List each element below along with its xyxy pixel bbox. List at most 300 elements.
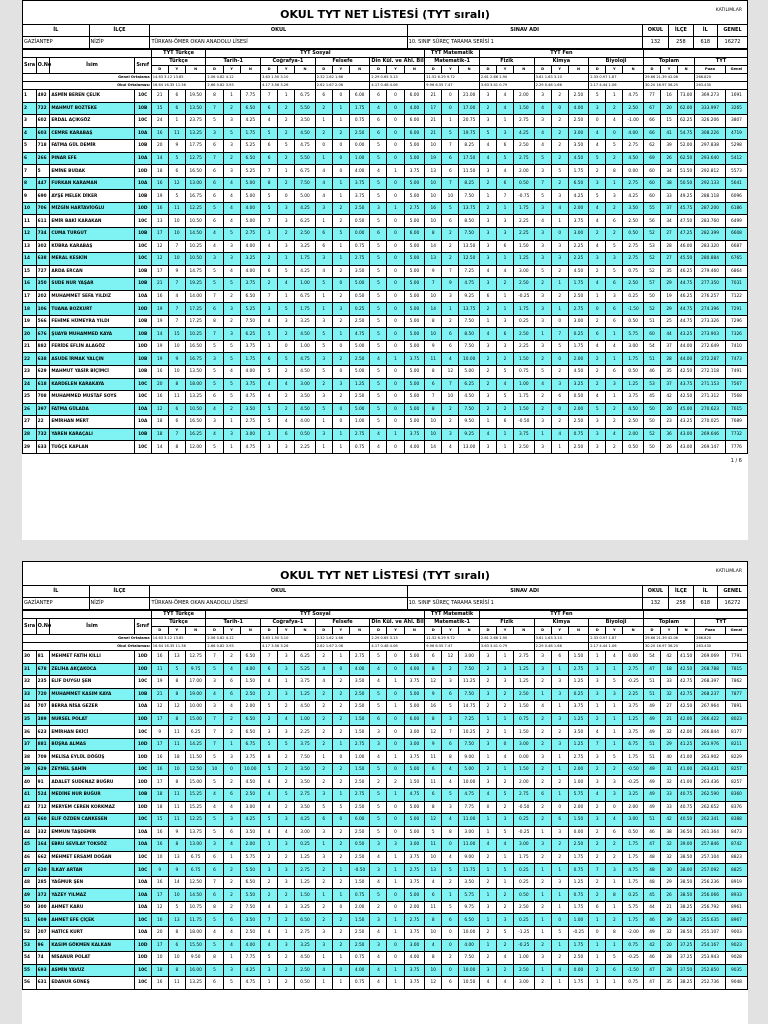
score-cell: 26 xyxy=(661,152,678,165)
score-cell: 6096 xyxy=(725,190,747,203)
score-cell: 0.25 xyxy=(514,876,535,889)
score-cell: 3 xyxy=(278,901,295,914)
score-cell: 7.50 xyxy=(459,315,480,328)
score-cell: 8229 xyxy=(725,751,747,764)
score-cell: 3 xyxy=(278,876,295,889)
score-cell: 0.75 xyxy=(514,366,535,379)
student-name: MERAL KESKİN xyxy=(50,253,134,266)
col-y: Y xyxy=(223,66,240,74)
score-cell: 4.25 xyxy=(240,814,261,827)
score-cell: 5.00 xyxy=(404,278,425,291)
col-n: N xyxy=(459,627,480,635)
score-cell: 3 xyxy=(261,726,278,739)
score-cell: 21 xyxy=(425,90,442,103)
score-cell: 3 xyxy=(534,202,551,215)
score-cell: 3.75 xyxy=(404,876,425,889)
score-cell: 2 xyxy=(315,102,332,115)
score-cell: 33 xyxy=(661,676,678,689)
score-cell: 3 xyxy=(442,713,459,726)
score-cell: 3.25 xyxy=(240,253,261,266)
avg-value: 2.62 1.67 2.06 xyxy=(315,643,370,651)
score-cell: 3 xyxy=(479,215,496,228)
rank: 21 xyxy=(23,340,37,353)
score-cell: 2 xyxy=(589,165,606,178)
score-cell: 2 xyxy=(534,676,551,689)
score-cell: 5 xyxy=(223,228,240,241)
table-row xyxy=(23,315,748,328)
okul-no: 638 xyxy=(36,253,50,266)
score-cell: 8 xyxy=(442,751,459,764)
score-cell: 2.50 xyxy=(514,901,535,914)
col-n: N xyxy=(568,66,589,74)
score-cell: 2 xyxy=(496,901,513,914)
score-cell: 32 xyxy=(661,851,678,864)
score-cell: 1 xyxy=(387,789,404,802)
score-cell: 3.75 xyxy=(568,701,589,714)
score-cell: 3 xyxy=(223,303,240,316)
student-name: HATİCE KURT xyxy=(50,927,134,940)
score-cell: 10 xyxy=(425,290,442,303)
col-d: D xyxy=(534,66,551,74)
score-cell: 4 xyxy=(370,927,387,940)
score-cell: 11 xyxy=(168,814,185,827)
rank: 42 xyxy=(23,801,37,814)
score-cell: 4.00 xyxy=(404,663,425,676)
okul-no: 524 xyxy=(36,789,50,802)
score-cell: 5 xyxy=(442,202,459,215)
score-cell: 5 xyxy=(370,190,387,203)
score-cell: 37 xyxy=(661,340,678,353)
score-cell: 18 xyxy=(168,751,185,764)
class-name: 10A xyxy=(134,127,151,140)
score-cell: 8 xyxy=(261,751,278,764)
col-d: D xyxy=(370,627,387,635)
score-cell: 16.50 xyxy=(185,340,206,353)
col-sinif: Sınıf xyxy=(134,619,151,635)
score-cell: 4 xyxy=(589,127,606,140)
score-cell: 2 xyxy=(551,90,568,103)
table-row xyxy=(23,814,748,827)
student-name: MAHMUT BOZTEKE xyxy=(50,102,134,115)
score-cell: 7 xyxy=(442,265,459,278)
score-cell: 1 xyxy=(315,416,332,429)
score-cell: 2 xyxy=(589,378,606,391)
score-cell: 4 xyxy=(278,826,295,839)
score-cell: 4 xyxy=(261,801,278,814)
score-cell: 1 xyxy=(606,353,623,366)
score-cell: 3 xyxy=(606,864,623,877)
score-cell: 1 xyxy=(534,428,551,441)
score-cell: 0.50 xyxy=(623,441,644,454)
score-cell: 6 xyxy=(442,340,459,353)
score-cell: 60 xyxy=(643,165,660,178)
score-cell: 3.75 xyxy=(295,676,316,689)
score-cell: 0.25 xyxy=(568,688,589,701)
score-cell: 2.00 xyxy=(349,901,370,914)
score-cell: 5.00 xyxy=(404,391,425,404)
score-cell: 6 xyxy=(479,290,496,303)
score-cell: 1 xyxy=(332,328,349,341)
score-cell: 3.75 xyxy=(404,165,425,178)
okul-no: 74 xyxy=(36,952,50,965)
score-cell: -0.75 xyxy=(514,190,535,203)
score-cell: 11 xyxy=(168,127,185,140)
score-cell: 2 xyxy=(315,864,332,877)
score-cell: 4 xyxy=(261,378,278,391)
score-cell: 77 xyxy=(643,90,660,103)
score-cell: 4.50 xyxy=(295,403,316,416)
score-cell: 2 xyxy=(551,127,568,140)
score-cell: 7.50 xyxy=(459,688,480,701)
score-cell: 10 xyxy=(425,927,442,940)
score-cell: 1 xyxy=(606,939,623,952)
score-cell: 6.25 xyxy=(240,328,261,341)
score-cell: 3 xyxy=(206,253,223,266)
score-cell: 5.25 xyxy=(295,663,316,676)
score-cell: 1.75 xyxy=(514,851,535,864)
score-cell: 5.00 xyxy=(404,378,425,391)
score-cell: 5 xyxy=(606,676,623,689)
score-cell: 8388 xyxy=(725,814,747,827)
score-cell: 3 xyxy=(332,303,349,316)
score-cell: 8 xyxy=(206,952,223,965)
score-cell: 4.00 xyxy=(623,127,644,140)
score-cell: 9.75 xyxy=(185,663,206,676)
okul-no: 603 xyxy=(36,127,50,140)
score-cell: 5.50 xyxy=(295,152,316,165)
score-cell: 1 xyxy=(496,763,513,776)
avg-value: 266.820 xyxy=(695,74,748,82)
score-cell: 2 xyxy=(534,814,551,827)
score-cell: -0.25 xyxy=(568,927,589,940)
class-name: 10B xyxy=(134,278,151,291)
score-cell: 5.00 xyxy=(404,701,425,714)
score-cell: 0 xyxy=(387,688,404,701)
score-cell: 27 xyxy=(661,701,678,714)
score-cell: 1 xyxy=(315,952,332,965)
score-cell: 9.50 xyxy=(185,952,206,965)
score-cell: 40.75 xyxy=(678,801,695,814)
score-cell: 1 xyxy=(387,202,404,215)
score-cell: 5 xyxy=(370,763,387,776)
score-cell: 0 xyxy=(387,190,404,203)
score-cell: 3 xyxy=(206,701,223,714)
score-cell: 1 xyxy=(278,165,295,178)
score-cell: 42 xyxy=(661,391,678,404)
score-cell: 3 xyxy=(589,102,606,115)
rank: 19 xyxy=(23,315,37,328)
score-cell: 255.635 xyxy=(695,914,726,927)
score-cell: 19.25 xyxy=(185,278,206,291)
score-cell: 2.75 xyxy=(349,738,370,751)
score-cell: 5 xyxy=(442,789,459,802)
score-cell: 3.75 xyxy=(404,851,425,864)
score-cell: 6 xyxy=(534,789,551,802)
student-name: BÜŞRA ALMAS xyxy=(50,738,134,751)
class-name: 10A xyxy=(134,152,151,165)
score-cell: 6 xyxy=(589,328,606,341)
score-cell: 45.50 xyxy=(678,253,695,266)
score-cell: 8177 xyxy=(725,726,747,739)
score-cell: 6 xyxy=(496,416,513,429)
rank: 46 xyxy=(23,851,37,864)
score-cell: 0 xyxy=(332,814,349,827)
score-cell: 5.00 xyxy=(240,190,261,203)
report-title: OKUL TYT NET LİSTESİ (TYT sıralı) xyxy=(22,0,748,24)
score-cell: 1.25 xyxy=(514,253,535,266)
score-cell: 15 xyxy=(151,102,168,115)
score-cell: 5.00 xyxy=(404,190,425,203)
score-cell: 38 xyxy=(661,177,678,190)
score-cell: 2 xyxy=(479,952,496,965)
score-cell: 41.00 xyxy=(678,776,695,789)
score-cell: 3 xyxy=(534,290,551,303)
score-cell: 0 xyxy=(551,228,568,241)
score-cell: 2.50 xyxy=(568,952,589,965)
score-cell: 52 xyxy=(643,265,660,278)
student-name: YAZEY YILMAZ xyxy=(50,889,134,902)
score-cell: 1 xyxy=(551,901,568,914)
score-cell: 1 xyxy=(223,952,240,965)
score-cell: 1 xyxy=(278,290,295,303)
score-cell: 1 xyxy=(534,914,551,927)
score-cell: 8257 xyxy=(725,776,747,789)
score-cell: 1 xyxy=(223,90,240,103)
score-cell: 0 xyxy=(551,353,568,366)
score-cell: 9 xyxy=(168,140,185,153)
class-name: 10A xyxy=(134,701,151,714)
score-cell: 6.25 xyxy=(295,215,316,228)
score-cell: 272.649 xyxy=(695,340,726,353)
score-cell: 41 xyxy=(661,127,678,140)
info-genel_n: 16272 xyxy=(717,598,747,610)
score-cell: 2 xyxy=(332,290,349,303)
header-slot xyxy=(22,24,748,49)
score-cell: 7122 xyxy=(725,290,747,303)
score-cell: 13 xyxy=(425,253,442,266)
score-cell: 17.00 xyxy=(185,676,206,689)
score-cell: 32 xyxy=(661,726,678,739)
score-cell: 6 xyxy=(606,964,623,977)
score-cell: 5 xyxy=(206,265,223,278)
score-cell: 6 xyxy=(496,328,513,341)
score-cell: 5 xyxy=(370,826,387,839)
score-cell: 5 xyxy=(370,701,387,714)
score-cell: -0.50 xyxy=(623,763,644,776)
score-cell: 8967 xyxy=(725,914,747,927)
score-cell: 14 xyxy=(425,303,442,316)
score-cell: 0.00 xyxy=(349,228,370,241)
score-cell: 1.75 xyxy=(240,127,261,140)
table-row xyxy=(23,651,748,664)
score-cell: 3 xyxy=(589,416,606,429)
score-cell: 3 xyxy=(370,939,387,952)
score-cell: 3 xyxy=(534,340,551,353)
score-cell: 0.75 xyxy=(623,265,644,278)
score-cell: 46 xyxy=(643,952,660,965)
rank: 4 xyxy=(23,127,37,140)
score-cell: 2 xyxy=(479,378,496,391)
rank: 22 xyxy=(23,353,37,366)
score-cell: 279.460 xyxy=(695,265,726,278)
score-cell: 1 xyxy=(332,738,349,751)
score-cell: 3 xyxy=(589,814,606,827)
score-cell: 4 xyxy=(496,952,513,965)
score-cell: 4 xyxy=(223,366,240,379)
table-row xyxy=(23,939,748,952)
okul-no: 207 xyxy=(36,927,50,940)
score-cell: 21 xyxy=(151,688,168,701)
score-cell: 5.00 xyxy=(404,177,425,190)
table-row xyxy=(23,228,748,241)
score-cell: 3.75 xyxy=(349,190,370,203)
score-cell: 30 xyxy=(661,864,678,877)
score-cell: 4.50 xyxy=(295,952,316,965)
score-cell: 10 xyxy=(425,416,442,429)
score-cell: 3 xyxy=(223,814,240,827)
score-cell: 53 xyxy=(643,240,660,253)
score-cell: 0.50 xyxy=(623,366,644,379)
score-cell: 5 xyxy=(206,776,223,789)
score-cell: 18.00 xyxy=(185,378,206,391)
results-table xyxy=(22,610,748,990)
score-cell: -0.25 xyxy=(623,676,644,689)
score-cell: 2 xyxy=(332,315,349,328)
rank: 5 xyxy=(23,140,37,153)
score-cell: 41.00 xyxy=(678,763,695,776)
table-row xyxy=(23,215,748,228)
score-cell: 2 xyxy=(315,713,332,726)
score-cell: 6 xyxy=(168,90,185,103)
score-cell: 3 xyxy=(551,876,568,889)
subject-cografya: Coğrafya-1 xyxy=(261,619,316,627)
score-cell: 32 xyxy=(661,839,678,852)
score-cell: 19.75 xyxy=(459,127,480,140)
score-cell: 1 xyxy=(606,977,623,990)
score-cell: 19 xyxy=(661,290,678,303)
score-cell: 4 xyxy=(223,215,240,228)
score-cell: 2 xyxy=(589,964,606,977)
rank: 47 xyxy=(23,864,37,877)
score-cell: 17 xyxy=(151,939,168,952)
score-cell: 14.50 xyxy=(185,228,206,241)
score-cell: 4.00 xyxy=(568,102,589,115)
score-cell: 1 xyxy=(332,977,349,990)
score-cell: 2 xyxy=(223,651,240,664)
score-cell: 2 xyxy=(479,701,496,714)
score-cell: 3 xyxy=(278,663,295,676)
score-cell: 3.00 xyxy=(295,378,316,391)
info-il: GAZİANTEP xyxy=(23,598,90,610)
score-cell: 1.00 xyxy=(295,340,316,353)
score-cell: 2 xyxy=(496,701,513,714)
score-cell: 1 xyxy=(551,889,568,902)
score-cell: 2 xyxy=(589,315,606,328)
score-cell: 28 xyxy=(661,353,678,366)
score-cell: 9.25 xyxy=(459,290,480,303)
okul-no: 693 xyxy=(36,964,50,977)
score-cell: 13 xyxy=(151,215,168,228)
score-cell: 4.50 xyxy=(623,152,644,165)
score-cell: 10 xyxy=(151,952,168,965)
score-cell: 270.025 xyxy=(695,416,726,429)
score-cell: 44.75 xyxy=(678,315,695,328)
score-cell: 2.00 xyxy=(514,165,535,178)
score-cell: 4.75 xyxy=(459,278,480,291)
katilim-genel-header: GENEL xyxy=(717,25,747,37)
score-cell: 6 xyxy=(206,177,223,190)
score-cell: 47 xyxy=(643,964,660,977)
score-cell: 3 xyxy=(496,340,513,353)
score-cell: 269.147 xyxy=(695,441,726,454)
score-cell: 1.75 xyxy=(295,303,316,316)
score-cell: 1 xyxy=(387,977,404,990)
score-cell: 1 xyxy=(387,927,404,940)
score-cell: 4 xyxy=(589,202,606,215)
score-cell: 6 xyxy=(168,939,185,952)
score-cell: 2 xyxy=(479,876,496,889)
score-cell: 5.00 xyxy=(404,763,425,776)
rank: 39 xyxy=(23,763,37,776)
score-cell: 2 xyxy=(589,366,606,379)
score-cell: 5 xyxy=(261,416,278,429)
score-cell: 3 xyxy=(479,165,496,178)
avg-value: 29.66 21.39 42.06 xyxy=(643,635,694,643)
score-cell: 1 xyxy=(479,889,496,902)
score-cell: 49 xyxy=(643,789,660,802)
score-cell: 1 xyxy=(332,190,349,203)
score-cell: 9028 xyxy=(725,952,747,965)
score-cell: 50 xyxy=(643,441,660,454)
score-cell: 1.75 xyxy=(568,939,589,952)
score-cell: 17.75 xyxy=(185,140,206,153)
score-cell: 10 xyxy=(425,964,442,977)
score-cell: 4.50 xyxy=(459,391,480,404)
score-cell: 0 xyxy=(387,801,404,814)
score-cell: 1 xyxy=(332,428,349,441)
col-puan: Puan xyxy=(695,66,726,74)
group-turkce: TYT Türkçe xyxy=(151,611,206,619)
score-cell: 4 xyxy=(606,115,623,128)
score-cell: 3.50 xyxy=(295,115,316,128)
score-cell: 2 xyxy=(332,127,349,140)
score-cell: 1 xyxy=(551,864,568,877)
score-cell: 1.50 xyxy=(568,814,589,827)
score-cell: 5.00 xyxy=(404,814,425,827)
score-cell: 1 xyxy=(496,428,513,441)
score-cell: 4 xyxy=(261,391,278,404)
avg-value: 2.17 4.44 1.06 xyxy=(589,82,644,90)
col-n: N xyxy=(185,66,206,74)
score-cell: 6765 xyxy=(725,253,747,266)
score-cell: 33 xyxy=(661,190,678,203)
score-cell: 49 xyxy=(643,776,660,789)
score-cell: 257.846 xyxy=(695,839,726,852)
katilim-ilce-header: İLÇE xyxy=(669,586,693,598)
score-cell: 2 xyxy=(223,713,240,726)
score-cell: 6 xyxy=(315,90,332,103)
score-cell: 5 xyxy=(370,391,387,404)
score-cell: 2.75 xyxy=(349,428,370,441)
score-cell: 5 xyxy=(370,315,387,328)
score-cell: 5.00 xyxy=(404,140,425,153)
score-cell: 2 xyxy=(496,353,513,366)
score-cell: 3 xyxy=(278,315,295,328)
score-cell: 6.75 xyxy=(240,738,261,751)
score-cell: 69 xyxy=(643,152,660,165)
score-cell: 1.75 xyxy=(568,278,589,291)
student-name: FEHİME HÜMEYRA YILDI xyxy=(50,315,134,328)
